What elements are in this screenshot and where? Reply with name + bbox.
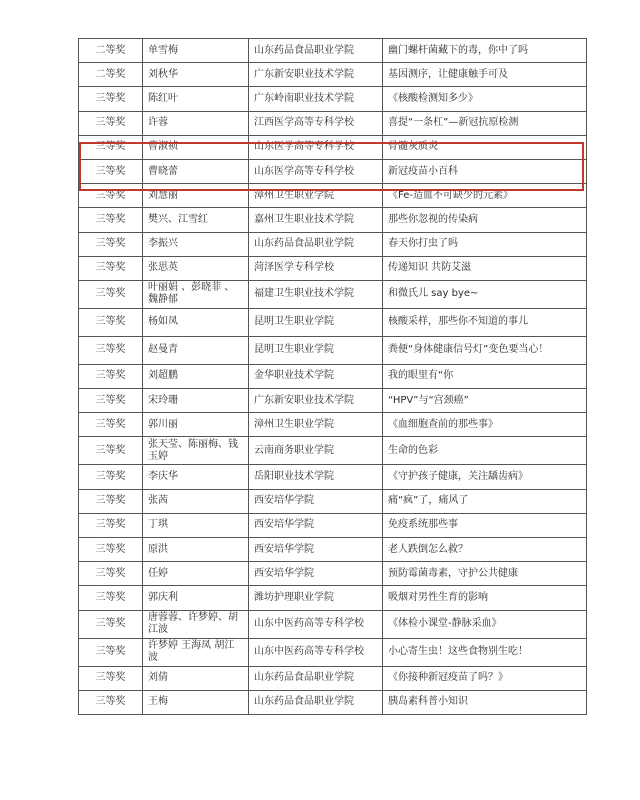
table-row [79,690,587,714]
name-cell: 曹淑祯 [143,135,249,159]
table-row [79,308,587,336]
title-cell: 那些你忽视的传染病 [383,208,587,232]
title-cell: 新冠疫苗小百科 [383,159,587,183]
award-cell: 三等奖 [79,208,143,232]
table-row [79,208,587,232]
school-cell: 金华职业技术学院 [249,364,383,388]
school-cell: 山东医学高等专科学校 [249,135,383,159]
award-cell: 三等奖 [79,256,143,280]
name-cell: 杨如凤 [143,308,249,336]
name-cell: 张思英 [143,256,249,280]
table-row [79,562,587,586]
school-cell: 广东新安职业技术学院 [249,63,383,87]
school-cell: 漳州卫生职业学院 [249,413,383,437]
table-row [79,111,587,135]
name-cell: 张天莹、陈丽梅、钱玉婷 [143,437,249,465]
table-row [79,364,587,388]
table-row [79,610,587,638]
school-cell: 山东药品食品职业学院 [249,39,383,63]
school-cell: 西安培华学院 [249,562,383,586]
table-row [79,586,587,610]
school-cell: 云南商务职业学院 [249,437,383,465]
table-row [79,389,587,413]
table-row [79,437,587,465]
school-cell: 山东药品食品职业学院 [249,690,383,714]
award-cell: 三等奖 [79,389,143,413]
award-cell: 三等奖 [79,87,143,111]
title-cell: 预防霉菌毒素，守护公共健康 [383,562,587,586]
name-cell: 唐蓉蓉、许梦婷、胡江波 [143,610,249,638]
title-cell: 《Fe-造血不可缺少的元素》 [383,184,587,208]
table-row [79,135,587,159]
school-cell: 山东医学高等专科学校 [249,159,383,183]
school-cell: 山东中医药高等专科学校 [249,638,383,666]
title-cell: 传递知识 共防艾滋 [383,256,587,280]
award-cell: 三等奖 [79,437,143,465]
table-row [79,638,587,666]
title-cell: 胰岛素科普小知识 [383,690,587,714]
school-cell: 山东药品食品职业学院 [249,232,383,256]
title-cell: 我的眼里有“你 [383,364,587,388]
school-cell: 菏泽医学专科学校 [249,256,383,280]
title-cell: 骨髓灰质炎 [383,135,587,159]
school-cell: 昆明卫生职业学院 [249,308,383,336]
award-cell: 三等奖 [79,538,143,562]
title-cell: 吸烟对男性生育的影响 [383,586,587,610]
name-cell: 叶丽娟 、彭晓菲 、魏静郁 [143,280,249,308]
title-cell: 《你接种新冠疫苗了吗？》 [383,666,587,690]
school-cell: 西安培华学院 [249,538,383,562]
table-row [79,336,587,364]
name-cell: 郭庆利 [143,586,249,610]
name-cell: 王梅 [143,690,249,714]
title-cell: 小心寄生虫！这些食物别生吃！ [383,638,587,666]
school-cell: 江西医学高等专科学校 [249,111,383,135]
name-cell: 曹晓蕾 [143,159,249,183]
table-row [79,538,587,562]
award-cell: 三等奖 [79,586,143,610]
title-cell: 生命的色彩 [383,437,587,465]
name-cell: 刘倩 [143,666,249,690]
name-cell: 许梦婷 王海凤 胡江波 [143,638,249,666]
school-cell: 福建卫生职业技术学院 [249,280,383,308]
table-row [79,159,587,183]
name-cell: 郭川丽 [143,413,249,437]
table-row [79,666,587,690]
school-cell: 嘉州卫生职业技术学院 [249,208,383,232]
award-cell: 三等奖 [79,159,143,183]
table-row [79,513,587,537]
award-cell: 三等奖 [79,465,143,489]
title-cell: 喜提“一条杠”—新冠抗原检测 [383,111,587,135]
award-cell: 三等奖 [79,280,143,308]
award-cell: 三等奖 [79,364,143,388]
title-cell: 幽门螺杆菌藏下的毒，你中了吗 [383,39,587,63]
school-cell: 岳阳职业技术学院 [249,465,383,489]
name-cell: 张茜 [143,489,249,513]
name-cell: 樊兴、江雪红 [143,208,249,232]
award-cell: 三等奖 [79,610,143,638]
name-cell: 赵曼青 [143,336,249,364]
school-cell: 山东药品食品职业学院 [249,666,383,690]
title-cell: 粪便“身体健康信号灯”变色要当心！ [383,336,587,364]
title-cell: “HPV”与“宫颈癌” [383,389,587,413]
school-cell: 西安培华学院 [249,489,383,513]
title-cell: 春天你打虫了吗 [383,232,587,256]
title-cell: 老人跌倒怎么救？ [383,538,587,562]
award-cell: 三等奖 [79,135,143,159]
award-cell: 三等奖 [79,336,143,364]
name-cell: 单雪梅 [143,39,249,63]
table-row [79,280,587,308]
award-cell: 二等奖 [79,63,143,87]
table-row [79,489,587,513]
school-cell: 山东中医药高等专科学校 [249,610,383,638]
table-row [79,232,587,256]
award-cell: 三等奖 [79,308,143,336]
title-cell: 《体检小课堂-静脉采血》 [383,610,587,638]
award-cell: 三等奖 [79,489,143,513]
title-cell: 基因测序，让健康触手可及 [383,63,587,87]
award-cell: 三等奖 [79,666,143,690]
awards-table [78,38,587,715]
name-cell: 李庆华 [143,465,249,489]
award-cell: 三等奖 [79,690,143,714]
title-cell: 核酸采样，那些你不知道的事儿 [383,308,587,336]
table-row [79,465,587,489]
title-cell: 《守护孩子健康，关注龋齿病》 [383,465,587,489]
award-cell: 三等奖 [79,184,143,208]
name-cell: 原洪 [143,538,249,562]
name-cell: 许蓉 [143,111,249,135]
name-cell: 李振兴 [143,232,249,256]
award-cell: 三等奖 [79,111,143,135]
table-row [79,87,587,111]
name-cell: 刘超鹏 [143,364,249,388]
school-cell: 漳州卫生职业学院 [249,184,383,208]
name-cell: 陈红叶 [143,87,249,111]
title-cell: 《血细胞查前的那些事》 [383,413,587,437]
name-cell: 刘秋华 [143,63,249,87]
title-cell: 痛“疯”了，痛风了 [383,489,587,513]
award-cell: 三等奖 [79,562,143,586]
award-cell: 三等奖 [79,413,143,437]
school-cell: 西安培华学院 [249,513,383,537]
title-cell: 和微氏儿 say bye~ [383,280,587,308]
table-row [79,39,587,63]
name-cell: 丁琪 [143,513,249,537]
school-cell: 广东岭南职业技术学院 [249,87,383,111]
name-cell: 宋玲珊 [143,389,249,413]
school-cell: 广东新安职业技术学院 [249,389,383,413]
award-cell: 三等奖 [79,638,143,666]
school-cell: 昆明卫生职业学院 [249,336,383,364]
name-cell: 刘慧丽 [143,184,249,208]
table-row [79,413,587,437]
table-row [79,184,587,208]
award-cell: 三等奖 [79,232,143,256]
school-cell: 潍坊护理职业学院 [249,586,383,610]
awards-table-body [79,39,587,715]
award-cell: 二等奖 [79,39,143,63]
award-cell: 三等奖 [79,513,143,537]
table-row [79,256,587,280]
name-cell: 任婷 [143,562,249,586]
title-cell: 免疫系统那些事 [383,513,587,537]
table-row [79,63,587,87]
title-cell: 《核酸检测知多少》 [383,87,587,111]
